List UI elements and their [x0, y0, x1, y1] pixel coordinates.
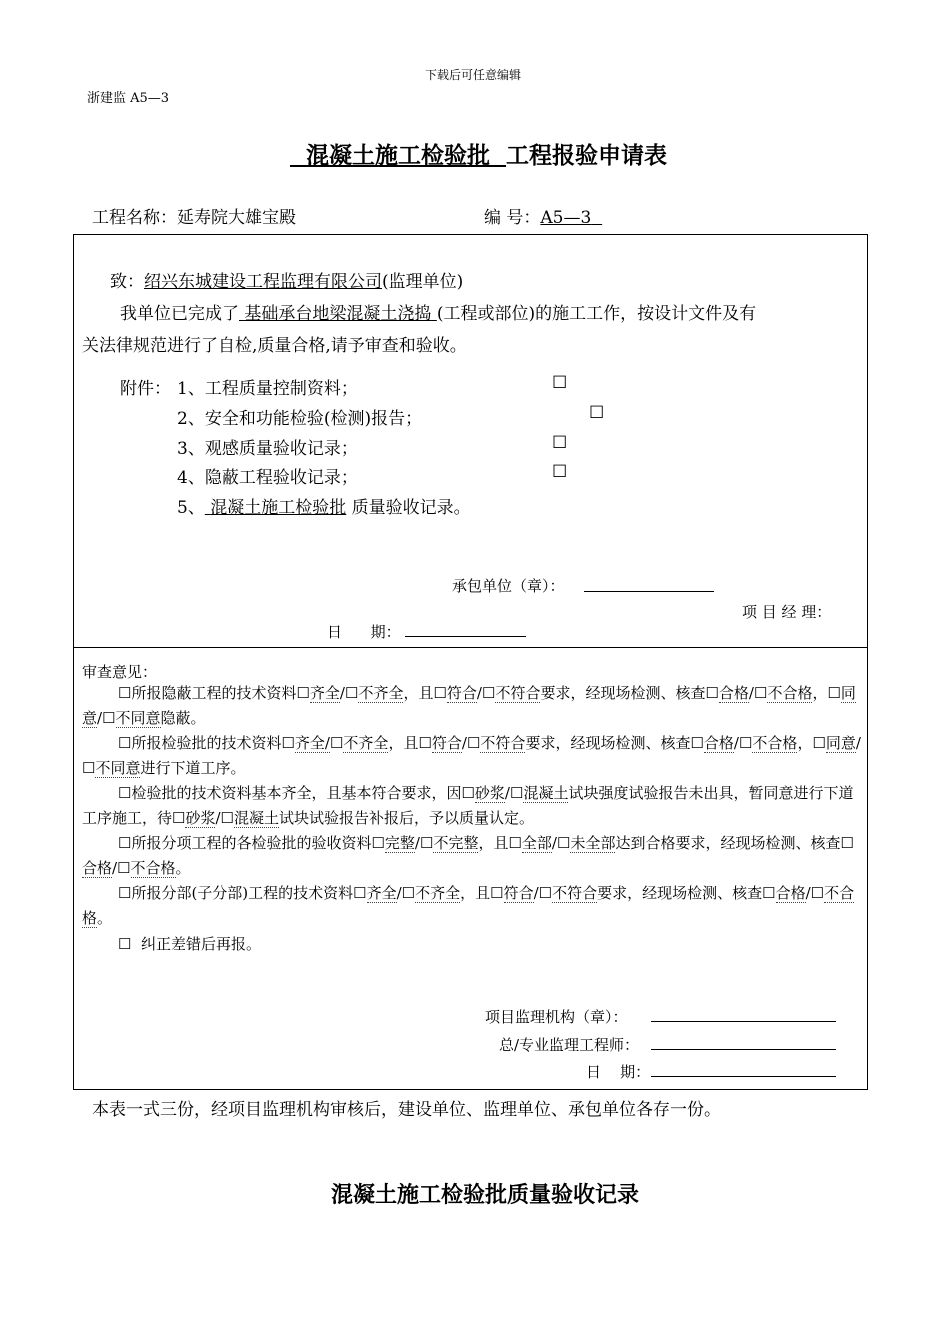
review-label: 审查意见：	[82, 663, 158, 681]
engineer-signature-line	[651, 1049, 836, 1050]
project-number: 编 号：A5—3	[484, 208, 592, 228]
attachments-label: 附件：	[120, 379, 171, 399]
next-section-title: 混凝土施工检验批质量验收记录	[331, 1183, 640, 1208]
attachment-1-checkbox[interactable]: ☐	[552, 373, 568, 393]
supervision-label: 项目监理机构（章）：	[485, 1008, 628, 1026]
attachment-4: 4、隐蔽工程验收记录；	[177, 468, 358, 488]
attachment-5: 5、 混凝土施工检验批 质量验收记录。	[177, 498, 471, 518]
attachment-2-checkbox[interactable]: ☐	[589, 403, 605, 423]
contractor-signature-line	[584, 591, 714, 592]
application-line-2: 关法律规范进行了自检,质量合格,请予审查和验收。	[82, 336, 467, 356]
footer-note: 本表一式三份，经项目监理机构审核后，建设单位、监理单位、承包单位各存一份。	[92, 1100, 721, 1120]
project-manager-label: 项 目 经 理：	[742, 603, 832, 621]
form-code: 浙建监 A5—3	[87, 91, 170, 106]
download-note: 下载后可任意编辑	[425, 68, 522, 82]
attachment-1: 1、工程质量控制资料；	[177, 379, 358, 399]
engineer-label: 总/专业监理工程师：	[499, 1036, 640, 1054]
attachment-4-checkbox[interactable]: ☐	[552, 462, 568, 482]
attachment-3: 3、观感质量验收记录；	[177, 439, 358, 459]
attachment-2: 2、安全和功能检验(检测)报告；	[177, 409, 423, 429]
review-option-1: ☐所报隐蔽工程的技术资料☐齐全/☐不齐全，且☐符合/☐不符合要求，经现场检测、核查☐合格/☐不合格，☐同意/☐不同意隐蔽。	[82, 684, 856, 727]
review-date-line	[651, 1076, 836, 1077]
review-option-2: ☐所报检验批的技术资料☐齐全/☐不齐全，且☐符合/☐不符合要求，经现场检测、核查☐合格/☐不合格，☐同意/☐不同意进行下道工序。	[82, 734, 861, 777]
review-option-5: ☐所报分部(子分部)工程的技术资料☐齐全/☐不齐全，且☐符合/☐不符合要求，经现场检测、核查☐合格/☐不合格。	[82, 884, 855, 927]
contractor-label: 承包单位（章）：	[452, 577, 565, 595]
page-title: 混凝土施工检验批 工程报验申请表	[306, 143, 668, 169]
review-option-3: ☐检验批的技术资料基本齐全，且基本符合要求，因☐砂浆/☐混凝土试块强度试验报告未出具，暂同意进行下道工序施工，待☐砂浆/☐混凝土试块试验报告补报后，予以质量认定。	[82, 784, 854, 827]
review-option-4: ☐所报分项工程的各检验批的验收资料☐完整/☐不完整，且☐全部/☐未全部达到合格要求，经现场检测、核查☐合格/☐不合格。	[82, 834, 854, 877]
supervision-signature-line	[651, 1021, 836, 1022]
application-date-label: 日 期：	[327, 623, 401, 641]
attachment-3-checkbox[interactable]: ☐	[552, 433, 568, 453]
project-name: 工程名称：延寿院大雄宝殿	[92, 208, 296, 228]
review-date-label: 日 期：	[586, 1063, 651, 1081]
addressee: 致：绍兴东城建设工程监理有限公司(监理单位)	[110, 272, 464, 292]
review-option-6: ☐ 纠正差错后再报。	[118, 935, 261, 953]
application-line-1: 我单位已完成了 基础承台地梁混凝土浇捣 (工程或部位)的施工工作，按设计文件及有	[120, 304, 757, 324]
application-date-line	[405, 636, 526, 637]
